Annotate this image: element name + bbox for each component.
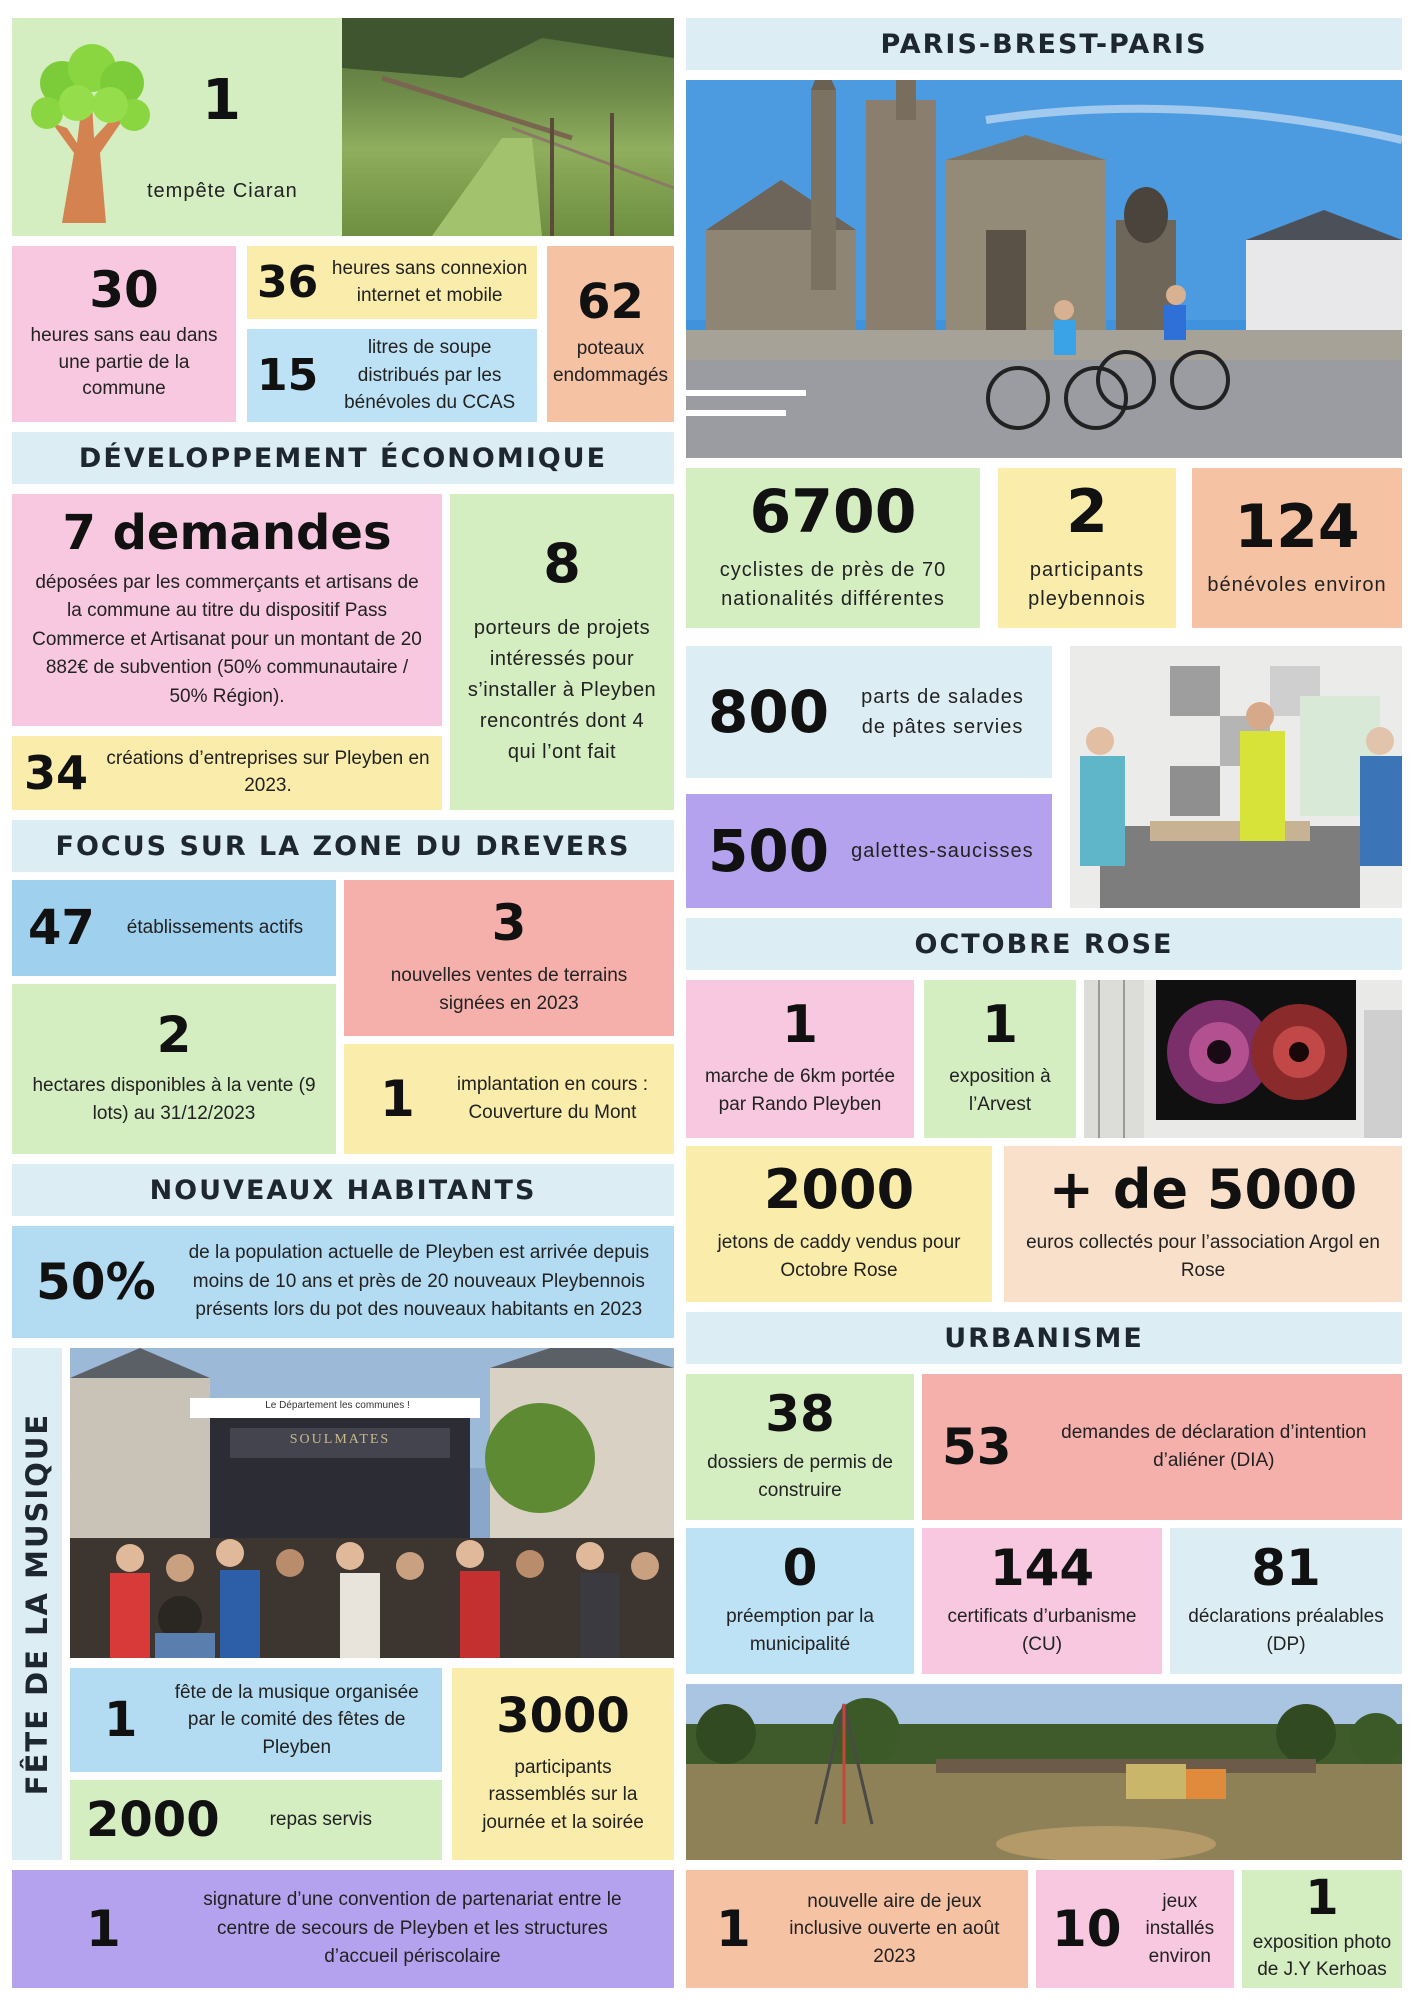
implantation-card xyxy=(344,1044,674,1154)
galettes-card xyxy=(686,794,1052,908)
permis-card xyxy=(686,1374,914,1520)
pbp-participants-card xyxy=(998,468,1176,628)
water-num: 30 xyxy=(89,261,159,320)
poles-card xyxy=(547,246,674,422)
dia-card xyxy=(922,1374,1402,1520)
internet-card xyxy=(247,246,537,319)
galettes-text: galettes-saucisses xyxy=(851,840,1034,862)
storm-count: 1 xyxy=(202,68,241,133)
pbp-title: PARIS-BREST-PARIS xyxy=(686,18,1402,70)
water-text: heures sans eau dans une partie de la commune xyxy=(30,325,218,400)
poles-text: poteaux endommagés xyxy=(552,338,669,386)
cyclistes-num: 6700 xyxy=(749,477,917,547)
creations-text: créations d’entreprises sur Pleyben en 2023. xyxy=(106,748,430,796)
hectares-text: hectares disponibles à la vente (9 lots) au 31/12/2023 xyxy=(32,1074,316,1124)
jetons-num: 2000 xyxy=(763,1158,915,1222)
etab-num: 47 xyxy=(28,900,95,956)
storm-label: tempête Ciaran xyxy=(147,180,298,202)
concert-photo xyxy=(70,1348,674,1658)
creations-card xyxy=(12,736,442,810)
euros-text: euros collectés pour l’association Argol en Rose xyxy=(1026,1232,1380,1281)
fete-card xyxy=(70,1668,442,1772)
euros-num: + de 5000 xyxy=(1048,1158,1358,1222)
hectares-card xyxy=(12,984,336,1154)
fete-num: 1 xyxy=(104,1692,138,1748)
storm-card xyxy=(12,18,342,236)
salades-num: 800 xyxy=(708,678,830,746)
expo-photo xyxy=(1084,980,1402,1138)
pbp-participants-text: participants pleybennois xyxy=(1028,559,1146,610)
implantation-num: 1 xyxy=(380,1070,415,1128)
etab-card xyxy=(12,880,336,976)
galettes-num: 500 xyxy=(708,817,830,885)
tree-icon xyxy=(22,33,162,233)
internet-num: 36 xyxy=(257,256,319,308)
soup-card xyxy=(247,329,537,422)
permis-num: 38 xyxy=(765,1385,835,1444)
poles-num: 62 xyxy=(577,274,644,331)
benevoles-card xyxy=(1192,468,1402,628)
convention-num: 1 xyxy=(86,1900,121,1958)
porteurs-num: 8 xyxy=(543,531,581,595)
ventes-num: 3 xyxy=(491,893,527,952)
rose-expo-num: 1 xyxy=(981,995,1019,1056)
convention-card xyxy=(12,1870,674,1988)
rose-title: OCTOBRE ROSE xyxy=(686,918,1402,970)
cyclistes-card xyxy=(686,468,980,628)
rose-expo-card xyxy=(924,980,1076,1138)
repas-card xyxy=(70,1780,442,1860)
photo-expo-num: 1 xyxy=(1305,1870,1339,1927)
demandes-num: 7 demandes xyxy=(62,504,392,561)
pbp-participants-num: 2 xyxy=(1066,477,1108,547)
preemption-num: 0 xyxy=(782,1539,818,1598)
salades-text: parts de salades de pâtes servies xyxy=(861,686,1024,738)
euros-card xyxy=(1004,1146,1402,1302)
ventes-card xyxy=(344,880,674,1036)
fete-text: fête de la musique organisée par le comité des fêtes de Pleyben xyxy=(174,1681,419,1758)
participants-card xyxy=(452,1668,674,1860)
photo-expo-card xyxy=(1242,1870,1402,1988)
concert-banner: Le Département les communes ! xyxy=(265,1400,410,1411)
participants-num: 3000 xyxy=(496,1687,630,1744)
repas-num: 2000 xyxy=(86,1792,220,1848)
salades-card xyxy=(686,646,1052,778)
urba-title: URBANISME xyxy=(686,1312,1402,1364)
cu-num: 144 xyxy=(989,1539,1095,1598)
cyclistes-text: cyclistes de près de 70 nationalités différentes xyxy=(719,559,947,610)
volunteers-photo xyxy=(1070,646,1402,908)
convention-text: signature d’une convention de partenariat entre le centre de secours de Pleyben et les structures d’accueil périscolaire xyxy=(203,1889,622,1968)
hectares-num: 2 xyxy=(156,1005,192,1064)
water-card xyxy=(12,246,236,422)
participants-text: participants rassemblés sur la journée et la soirée xyxy=(482,1756,644,1833)
dp-num: 81 xyxy=(1251,1539,1321,1598)
porteurs-text: porteurs de projets intéressés pour s’installer à Pleyben rencontrés dont 4 qui l’ont fait xyxy=(467,616,657,763)
dia-text: demandes de déclaration d’intention d’aliéner (DIA) xyxy=(1061,1422,1367,1471)
soup-num: 15 xyxy=(257,349,319,401)
eco-title: DÉVELOPPEMENT ÉCONOMIQUE xyxy=(12,432,674,484)
preemption-text: préemption par la municipalité xyxy=(726,1606,874,1655)
soup-text: litres de soupe distribués par les bénévoles du CCAS xyxy=(344,337,516,414)
musique-title: FÊTE DE LA MUSIQUE xyxy=(20,1412,54,1796)
aire-text: nouvelle aire de jeux inclusive ouverte en août 2023 xyxy=(789,1890,1000,1967)
rose-expo-text: exposition à l’Arvest xyxy=(949,1066,1051,1115)
demandes-text: déposées par les commerçants et artisans de la commune au titre du dispositif Pass Commerce et Artisanat pour un montant de 20 882€ de subvention (50% communautaire / 50% Région). xyxy=(32,571,422,707)
demandes-card xyxy=(12,494,442,726)
habitants-num: 50% xyxy=(36,1253,156,1311)
aire-num: 1 xyxy=(716,1900,751,1958)
marche-text: marche de 6km portée par Rando Pleyben xyxy=(704,1066,896,1115)
permis-text: dossiers de permis de construire xyxy=(707,1452,893,1501)
internet-text: heures sans connexion internet et mobile xyxy=(331,257,528,306)
installes-num: 10 xyxy=(1052,1900,1122,1958)
implantation-text: implantation en cours : Couverture du Mont xyxy=(456,1074,648,1123)
installes-text: jeux installés environ xyxy=(1145,1890,1215,1967)
aire-card xyxy=(686,1870,1028,1988)
installes-card xyxy=(1036,1870,1234,1988)
habitants-card xyxy=(12,1226,674,1338)
storm-photo xyxy=(342,18,674,236)
benevoles-num: 124 xyxy=(1234,491,1360,562)
marche-card xyxy=(686,980,914,1138)
ventes-text: nouvelles ventes de terrains signées en 2023 xyxy=(390,964,628,1014)
musique-title-band xyxy=(12,1348,62,1860)
pbp-photo xyxy=(686,80,1402,458)
cu-text: certificats d’urbanisme (CU) xyxy=(947,1606,1137,1655)
habitants-text: de la population actuelle de Pleyben est arrivée depuis moins de 10 ans et près de 20 nouveaux Pleybennois présents lors du pot des nouveaux habitants en 2023 xyxy=(188,1242,650,1321)
porteurs-card xyxy=(450,494,674,810)
benevoles-text: bénévoles environ xyxy=(1207,573,1387,596)
photo-expo-text: exposition photo de J.Y Kerhoas xyxy=(1252,1932,1392,1980)
repas-text: repas servis xyxy=(269,1808,373,1830)
drevers-title: FOCUS SUR LA ZONE DU DREVERS xyxy=(12,820,674,872)
dp-text: déclarations préalables (DP) xyxy=(1188,1606,1384,1655)
playground-photo xyxy=(686,1684,1402,1860)
cu-card xyxy=(922,1528,1162,1674)
concert-band: SOULMATES xyxy=(289,1432,391,1447)
dp-card xyxy=(1170,1528,1402,1674)
dia-num: 53 xyxy=(942,1418,1012,1476)
jetons-text: jetons de caddy vendus pour Octobre Rose xyxy=(717,1232,961,1281)
preemption-card xyxy=(686,1528,914,1674)
habitants-title: NOUVEAUX HABITANTS xyxy=(12,1164,674,1216)
jetons-card xyxy=(686,1146,992,1302)
etab-text: établissements actifs xyxy=(126,916,304,938)
creations-num: 34 xyxy=(24,746,89,800)
marche-num: 1 xyxy=(781,995,819,1056)
